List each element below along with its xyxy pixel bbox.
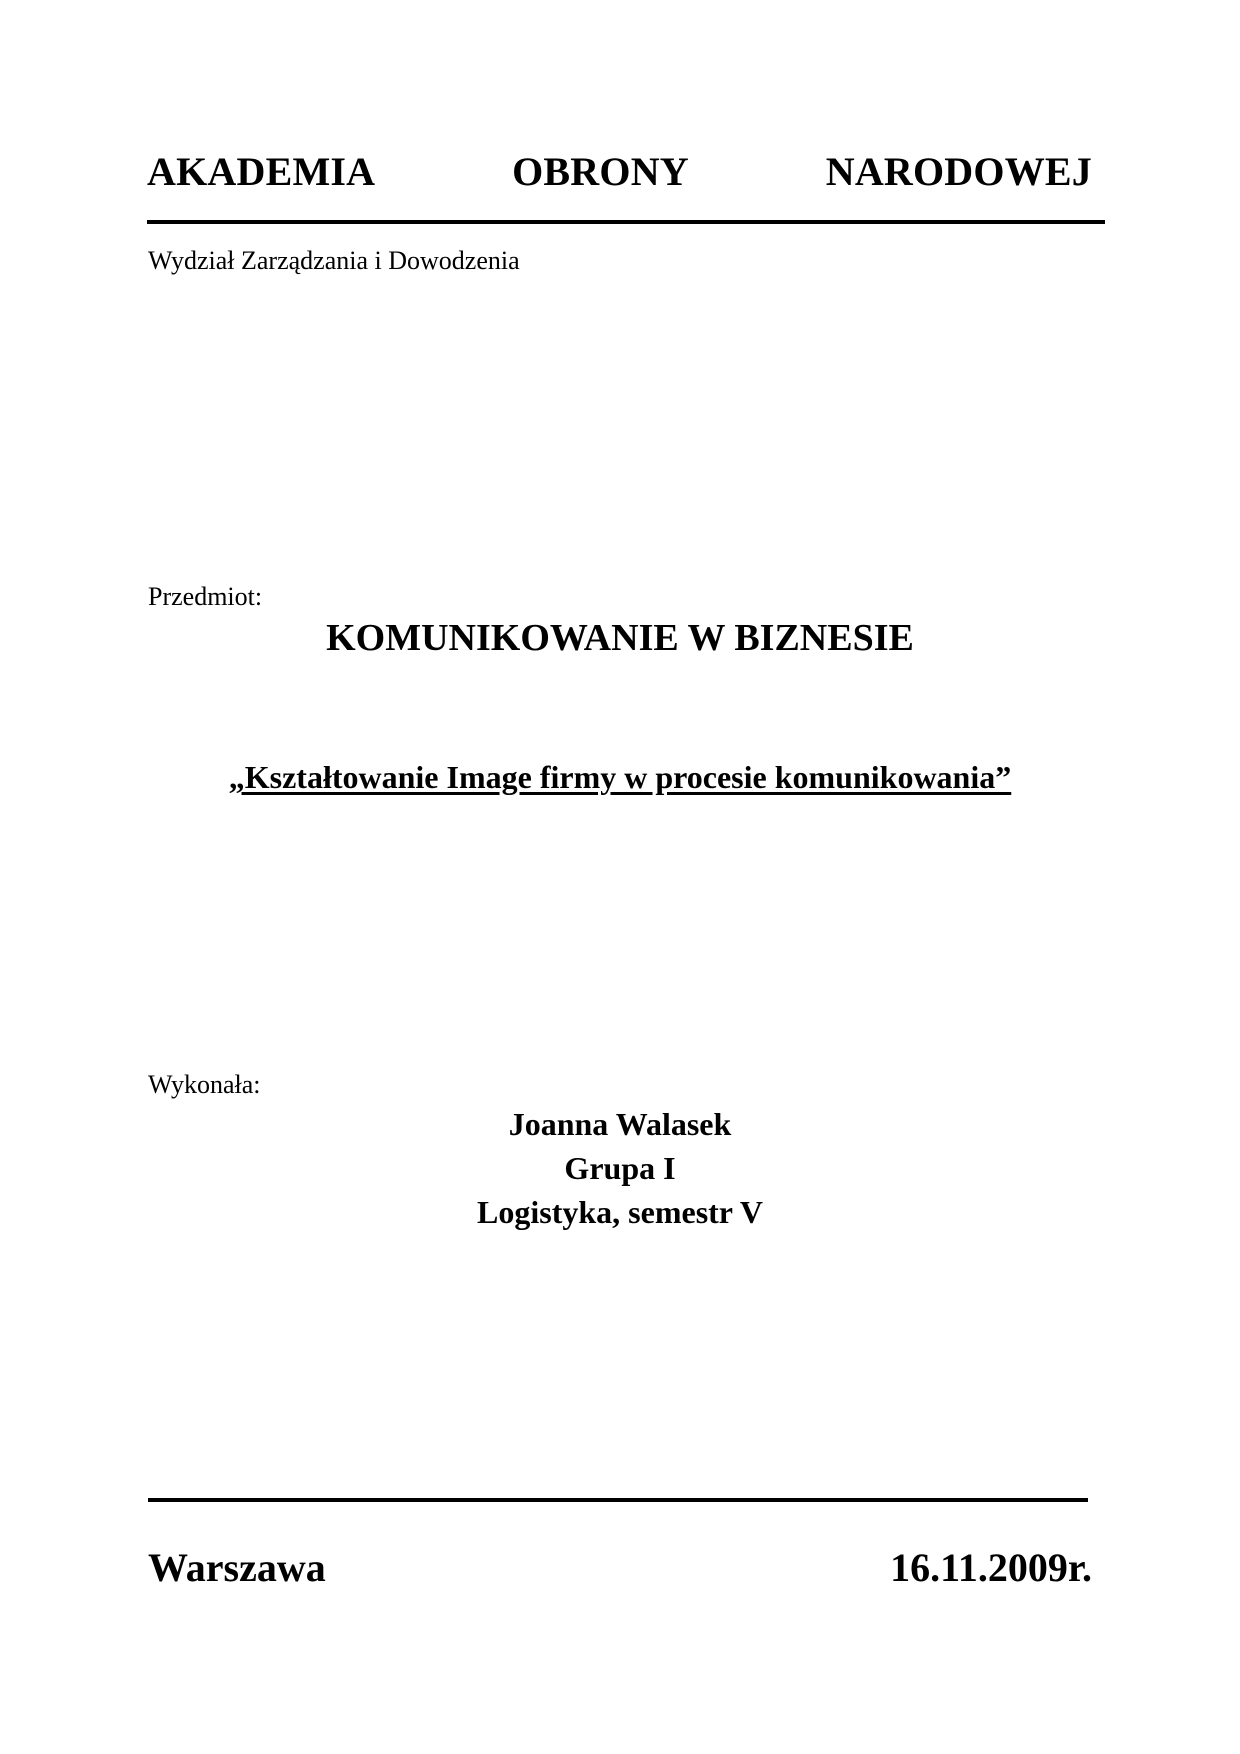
author-group: Grupa I <box>564 1150 676 1186</box>
footer-city: Warszawa <box>148 1545 326 1590</box>
top-divider <box>147 220 1105 224</box>
bottom-divider <box>148 1498 1088 1502</box>
institution-word-3: NARODOWEJ <box>825 149 1092 194</box>
footer <box>148 1544 1092 1592</box>
institution-heading <box>147 148 1092 198</box>
footer-date: 16.11.2009r. <box>890 1545 1092 1590</box>
subject-name: KOMUNIKOWANIE W BIZNESIE <box>326 617 914 659</box>
paper-topic: „Kształtowanie Image firmy w procesie komunikowania” <box>228 759 1012 795</box>
subject-label: Przedmiot: <box>148 582 263 611</box>
author-program: Logistyka, semestr V <box>477 1194 763 1230</box>
author-block <box>0 1102 1240 1234</box>
faculty-name: Wydział Zarządzania i Dowodzenia <box>148 246 520 275</box>
author-name: Joanna Walasek <box>508 1106 732 1142</box>
institution-word-2: OBRONY <box>512 149 689 194</box>
institution-word-1: AKADEMIA <box>147 149 376 194</box>
author-label: Wykonała: <box>148 1070 261 1099</box>
